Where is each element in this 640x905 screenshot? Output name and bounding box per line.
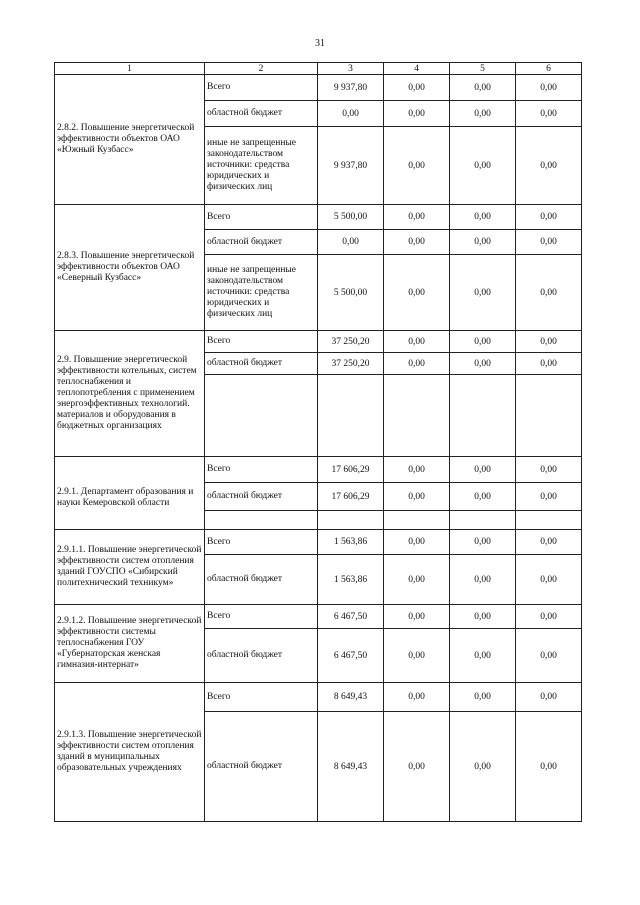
value-col4: 0,00: [384, 353, 450, 375]
value-col5: 0,00: [450, 230, 516, 255]
value-col5: 0,00: [450, 457, 516, 483]
header-col-5: 5: [450, 63, 516, 75]
value-col4: 0,00: [384, 101, 450, 127]
table-row: [55, 331, 582, 353]
value-col3: 17 606,29: [318, 457, 384, 483]
source-label: областной бюджет: [205, 230, 318, 255]
budget-table: [54, 62, 582, 822]
value-col3: 9 937,80: [318, 75, 384, 101]
source-label: областной бюджет: [205, 629, 318, 683]
value-col5: 0,00: [450, 555, 516, 605]
value-col3: 37 250,20: [318, 353, 384, 375]
value-col4: 0,00: [384, 457, 450, 483]
header-row: [55, 63, 582, 75]
header-col-1: 1: [55, 63, 205, 75]
source-label: Всего: [205, 331, 318, 353]
empty-cell: [450, 511, 516, 530]
value-col6: 0,00: [516, 457, 582, 483]
value-col6: 0,00: [516, 555, 582, 605]
source-label: областной бюджет: [205, 353, 318, 375]
value-col3: 6 467,50: [318, 605, 384, 629]
value-col5: 0,00: [450, 101, 516, 127]
value-col3: 6 467,50: [318, 629, 384, 683]
value-col3: 8 649,43: [318, 683, 384, 712]
value-col6: 0,00: [516, 353, 582, 375]
source-label: Всего: [205, 75, 318, 101]
source-label: областной бюджет: [205, 483, 318, 511]
empty-cell: [450, 375, 516, 457]
value-col4: 0,00: [384, 530, 450, 555]
value-col4: 0,00: [384, 331, 450, 353]
value-col6: 0,00: [516, 483, 582, 511]
value-col3: 5 500,00: [318, 205, 384, 230]
value-col5: 0,00: [450, 75, 516, 101]
source-label: Всего: [205, 457, 318, 483]
value-col6: 0,00: [516, 75, 582, 101]
value-col5: 0,00: [450, 205, 516, 230]
empty-cell: [318, 511, 384, 530]
value-col5: 0,00: [450, 712, 516, 822]
value-col3: 37 250,20: [318, 331, 384, 353]
source-label: иные не запрещенные законодательством источники: средства юридических и физических лиц: [205, 255, 318, 331]
row-name: 2.9.1.1. Повышение энергетической эффективности систем отопления зданий ГОУСПО «Сибирский политехнический техникум»: [55, 530, 205, 605]
value-col5: 0,00: [450, 605, 516, 629]
value-col4: 0,00: [384, 483, 450, 511]
row-name: 2.9. Повышение энергетической эффективности котельных, систем теплоснабжения и теплопотребления с применением энергоэффективных технологий. материалов и оборудования в бюджетных организациях: [55, 331, 205, 457]
row-name: 2.9.1.3. Повышение энергетической эффективности систем отопления зданий в муниципальных образовательных учреждениях: [55, 683, 205, 822]
value-col6: 0,00: [516, 712, 582, 822]
value-col3: 0,00: [318, 230, 384, 255]
value-col4: 0,00: [384, 255, 450, 331]
value-col3: 8 649,43: [318, 712, 384, 822]
value-col6: 0,00: [516, 629, 582, 683]
source-label: Всего: [205, 683, 318, 712]
value-col3: 1 563,86: [318, 555, 384, 605]
value-col4: 0,00: [384, 712, 450, 822]
source-label: Всего: [205, 530, 318, 555]
value-col5: 0,00: [450, 483, 516, 511]
value-col4: 0,00: [384, 205, 450, 230]
source-label: областной бюджет: [205, 555, 318, 605]
value-col3: 0,00: [318, 101, 384, 127]
table-row: [55, 457, 582, 483]
value-col4: 0,00: [384, 230, 450, 255]
table-row: [55, 683, 582, 712]
value-col5: 0,00: [450, 629, 516, 683]
empty-cell: [318, 375, 384, 457]
value-col4: 0,00: [384, 555, 450, 605]
value-col3: 9 937,80: [318, 127, 384, 205]
row-name: 2.8.3. Повышение энергетической эффективности объектов ОАО «Северный Кузбасс»: [55, 205, 205, 331]
table-row: [55, 205, 582, 230]
value-col5: 0,00: [450, 683, 516, 712]
value-col5: 0,00: [450, 331, 516, 353]
table-row: [55, 530, 582, 555]
value-col4: 0,00: [384, 683, 450, 712]
value-col5: 0,00: [450, 127, 516, 205]
value-col6: 0,00: [516, 530, 582, 555]
value-col4: 0,00: [384, 629, 450, 683]
value-col3: 17 606,29: [318, 483, 384, 511]
row-name: 2.9.1. Департамент образования и науки Кемеровской области: [55, 457, 205, 530]
source-label: Всего: [205, 205, 318, 230]
empty-cell: [516, 511, 582, 530]
row-name: 2.8.2. Повышение энергетической эффективности объектов ОАО «Южный Кузбасс»: [55, 75, 205, 205]
header-col-2: 2: [205, 63, 318, 75]
value-col6: 0,00: [516, 230, 582, 255]
empty-cell: [205, 511, 318, 530]
empty-cell: [384, 511, 450, 530]
header-col-3: 3: [318, 63, 384, 75]
value-col6: 0,00: [516, 331, 582, 353]
table-row: [55, 605, 582, 629]
header-col-4: 4: [384, 63, 450, 75]
table-row: [55, 75, 582, 101]
value-col6: 0,00: [516, 205, 582, 230]
value-col5: 0,00: [450, 353, 516, 375]
empty-cell: [384, 375, 450, 457]
row-name: 2.9.1.2. Повышение энергетической эффективности системы теплоснабжения ГОУ «Губернаторская женская гимназия-интернат»: [55, 605, 205, 683]
value-col6: 0,00: [516, 605, 582, 629]
value-col6: 0,00: [516, 101, 582, 127]
source-label: областной бюджет: [205, 101, 318, 127]
page-number: 31: [315, 38, 325, 49]
value-col3: 1 563,86: [318, 530, 384, 555]
value-col6: 0,00: [516, 255, 582, 331]
value-col6: 0,00: [516, 683, 582, 712]
value-col4: 0,00: [384, 605, 450, 629]
header-col-6: 6: [516, 63, 582, 75]
source-label: областной бюджет: [205, 712, 318, 822]
empty-cell: [205, 375, 318, 457]
value-col5: 0,00: [450, 255, 516, 331]
empty-cell: [516, 375, 582, 457]
source-label: Всего: [205, 605, 318, 629]
value-col6: 0,00: [516, 127, 582, 205]
value-col4: 0,00: [384, 75, 450, 101]
source-label: иные не запрещенные законодательством источники: средства юридических и физических лиц: [205, 127, 318, 205]
value-col5: 0,00: [450, 530, 516, 555]
value-col4: 0,00: [384, 127, 450, 205]
value-col3: 5 500,00: [318, 255, 384, 331]
